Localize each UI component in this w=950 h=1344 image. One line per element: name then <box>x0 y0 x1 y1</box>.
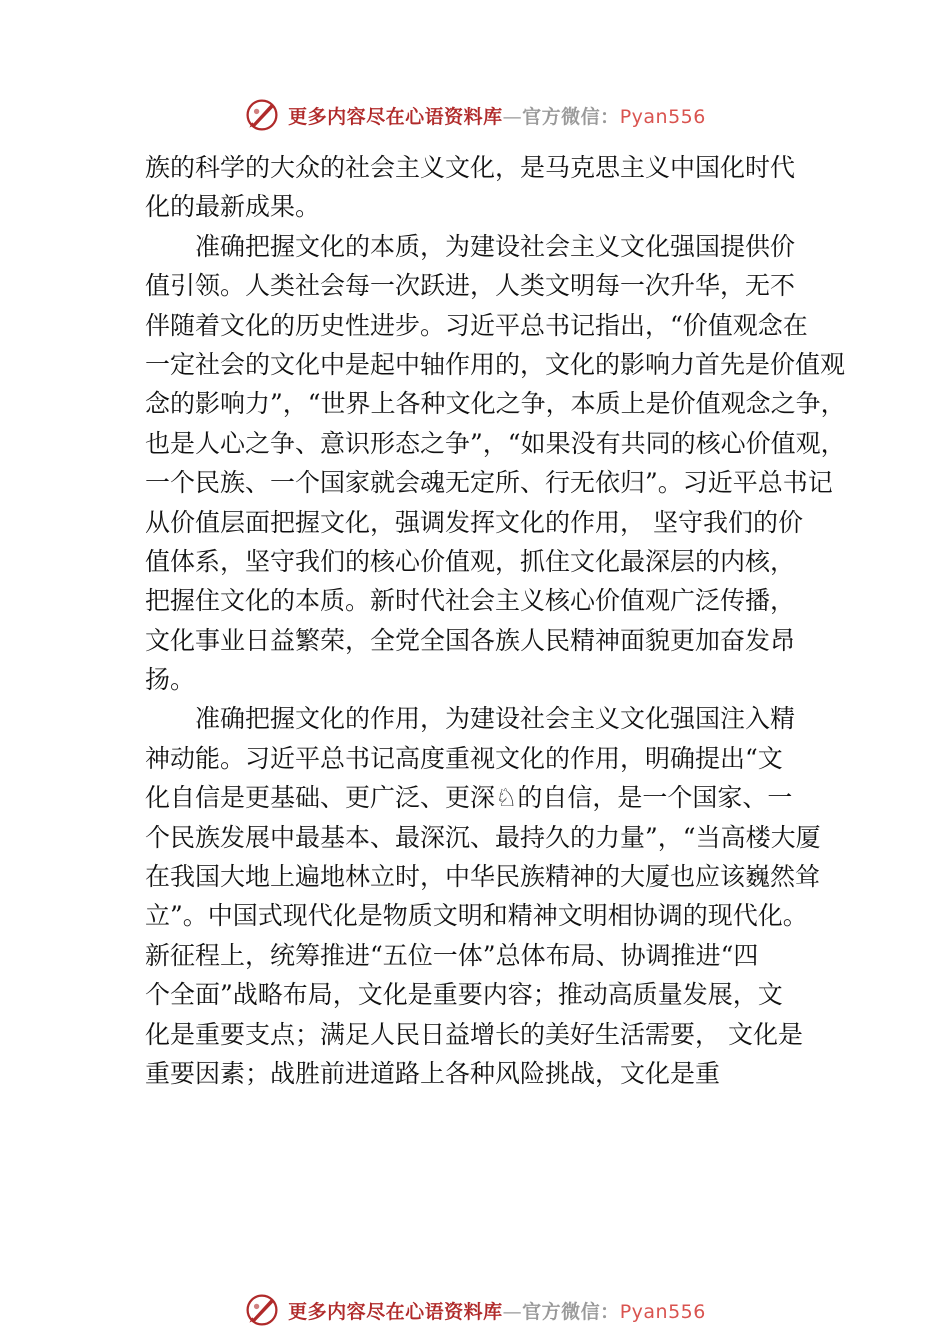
header-label: 官方微信： <box>522 105 620 128</box>
text-line: 族的科学的大众的社会主义文化，是马克思主义中国化时代 <box>145 153 796 182</box>
text-line: 化自信是更基础、更广泛、更深♘的自信，是一个国家、一 <box>145 783 793 813</box>
text-line: 把握住文化的本质。新时代社会主义核心价值观广泛传播， <box>145 586 796 616</box>
text-line: 伴随着文化的历史性进步。习近平总书记指出，“价值观念在 <box>145 310 808 340</box>
text-line: 立”。中国式现代化是物质文明和精神文明相协调的现代化。 <box>145 901 808 931</box>
footer-banner <box>0 1290 950 1330</box>
text-line: 值体系，坚守我们的核心价值观，抓住文化最深层的内核， <box>145 546 796 576</box>
document-body <box>145 148 846 1093</box>
text-line: 准确把握文化的作用，为建设社会主义文化强国注入精 <box>195 704 796 734</box>
text-line: 准确把握文化的本质，为建设社会主义文化强国提供价 <box>195 231 796 261</box>
paragraph-3 <box>145 699 821 1093</box>
text-line: 新征程上，统筹推进“五位一体”总体布局、协调推进“四 <box>145 940 759 970</box>
text-line: 值引领。人类社会每一次跃进，人类文明每一次升华，无不 <box>145 271 796 301</box>
text-line: 个全面”战略布局，文化是重要内容；推动高质量发展，文 <box>145 980 783 1010</box>
quill-logo-icon <box>244 1292 280 1328</box>
text-line: 一个民族、一个国家就会魂无定所、行无依归”。习近平总书记 <box>145 468 833 498</box>
footer-text <box>288 1297 706 1324</box>
text-line: 个民族发展中最基本、最深沉、最持久的力量”，“当高楼大厦 <box>145 822 821 852</box>
paragraph-2 <box>145 227 846 700</box>
text-line: 在我国大地上遍地林立时，中华民族精神的大厦也应该巍然耸 <box>145 862 821 892</box>
footer-wechat-id: Pyan556 <box>619 1300 706 1323</box>
text-line: 化的最新成果。 <box>145 192 321 222</box>
text-line: 文化事业日益繁荣，全党全国各族人民精神面貌更加奋发昂 <box>145 625 796 655</box>
text-line: 念的影响力”，“世界上各种文化之争，本质上是价值观念之争， <box>145 389 846 419</box>
text-line: 扬。 <box>145 665 196 695</box>
text-line: 重要因素；战胜前进道路上各种风险挑战，文化是重 <box>145 1058 721 1088</box>
header-wechat-id: Pyan556 <box>619 105 706 128</box>
paragraph-1 <box>145 148 815 227</box>
header-main-text: 更多内容尽在心语资料库 <box>288 105 503 128</box>
footer-main-text: 更多内容尽在心语资料库 <box>288 1300 503 1323</box>
header-text <box>288 102 706 129</box>
text-line: 从价值层面把握文化，强调发挥文化的作用， 坚守我们的价 <box>145 507 803 537</box>
text-line: 化是重要支点；满足人民日益增长的美好生活需要， 文化是 <box>145 1019 803 1049</box>
text-line: 也是人心之争、意识形态之争”，“如果没有共同的核心价值观， <box>145 428 846 458</box>
text-line: 一定社会的文化中是起中轴作用的，文化的影响力首先是价值观 <box>145 349 846 379</box>
footer-dash: — <box>502 1300 523 1323</box>
text-line: 神动能。习近平总书记高度重视文化的作用，明确提出“文 <box>145 743 783 773</box>
quill-logo-icon <box>244 97 280 133</box>
footer-label: 官方微信： <box>522 1300 620 1323</box>
header-banner <box>0 95 950 135</box>
header-dash: — <box>502 105 523 128</box>
